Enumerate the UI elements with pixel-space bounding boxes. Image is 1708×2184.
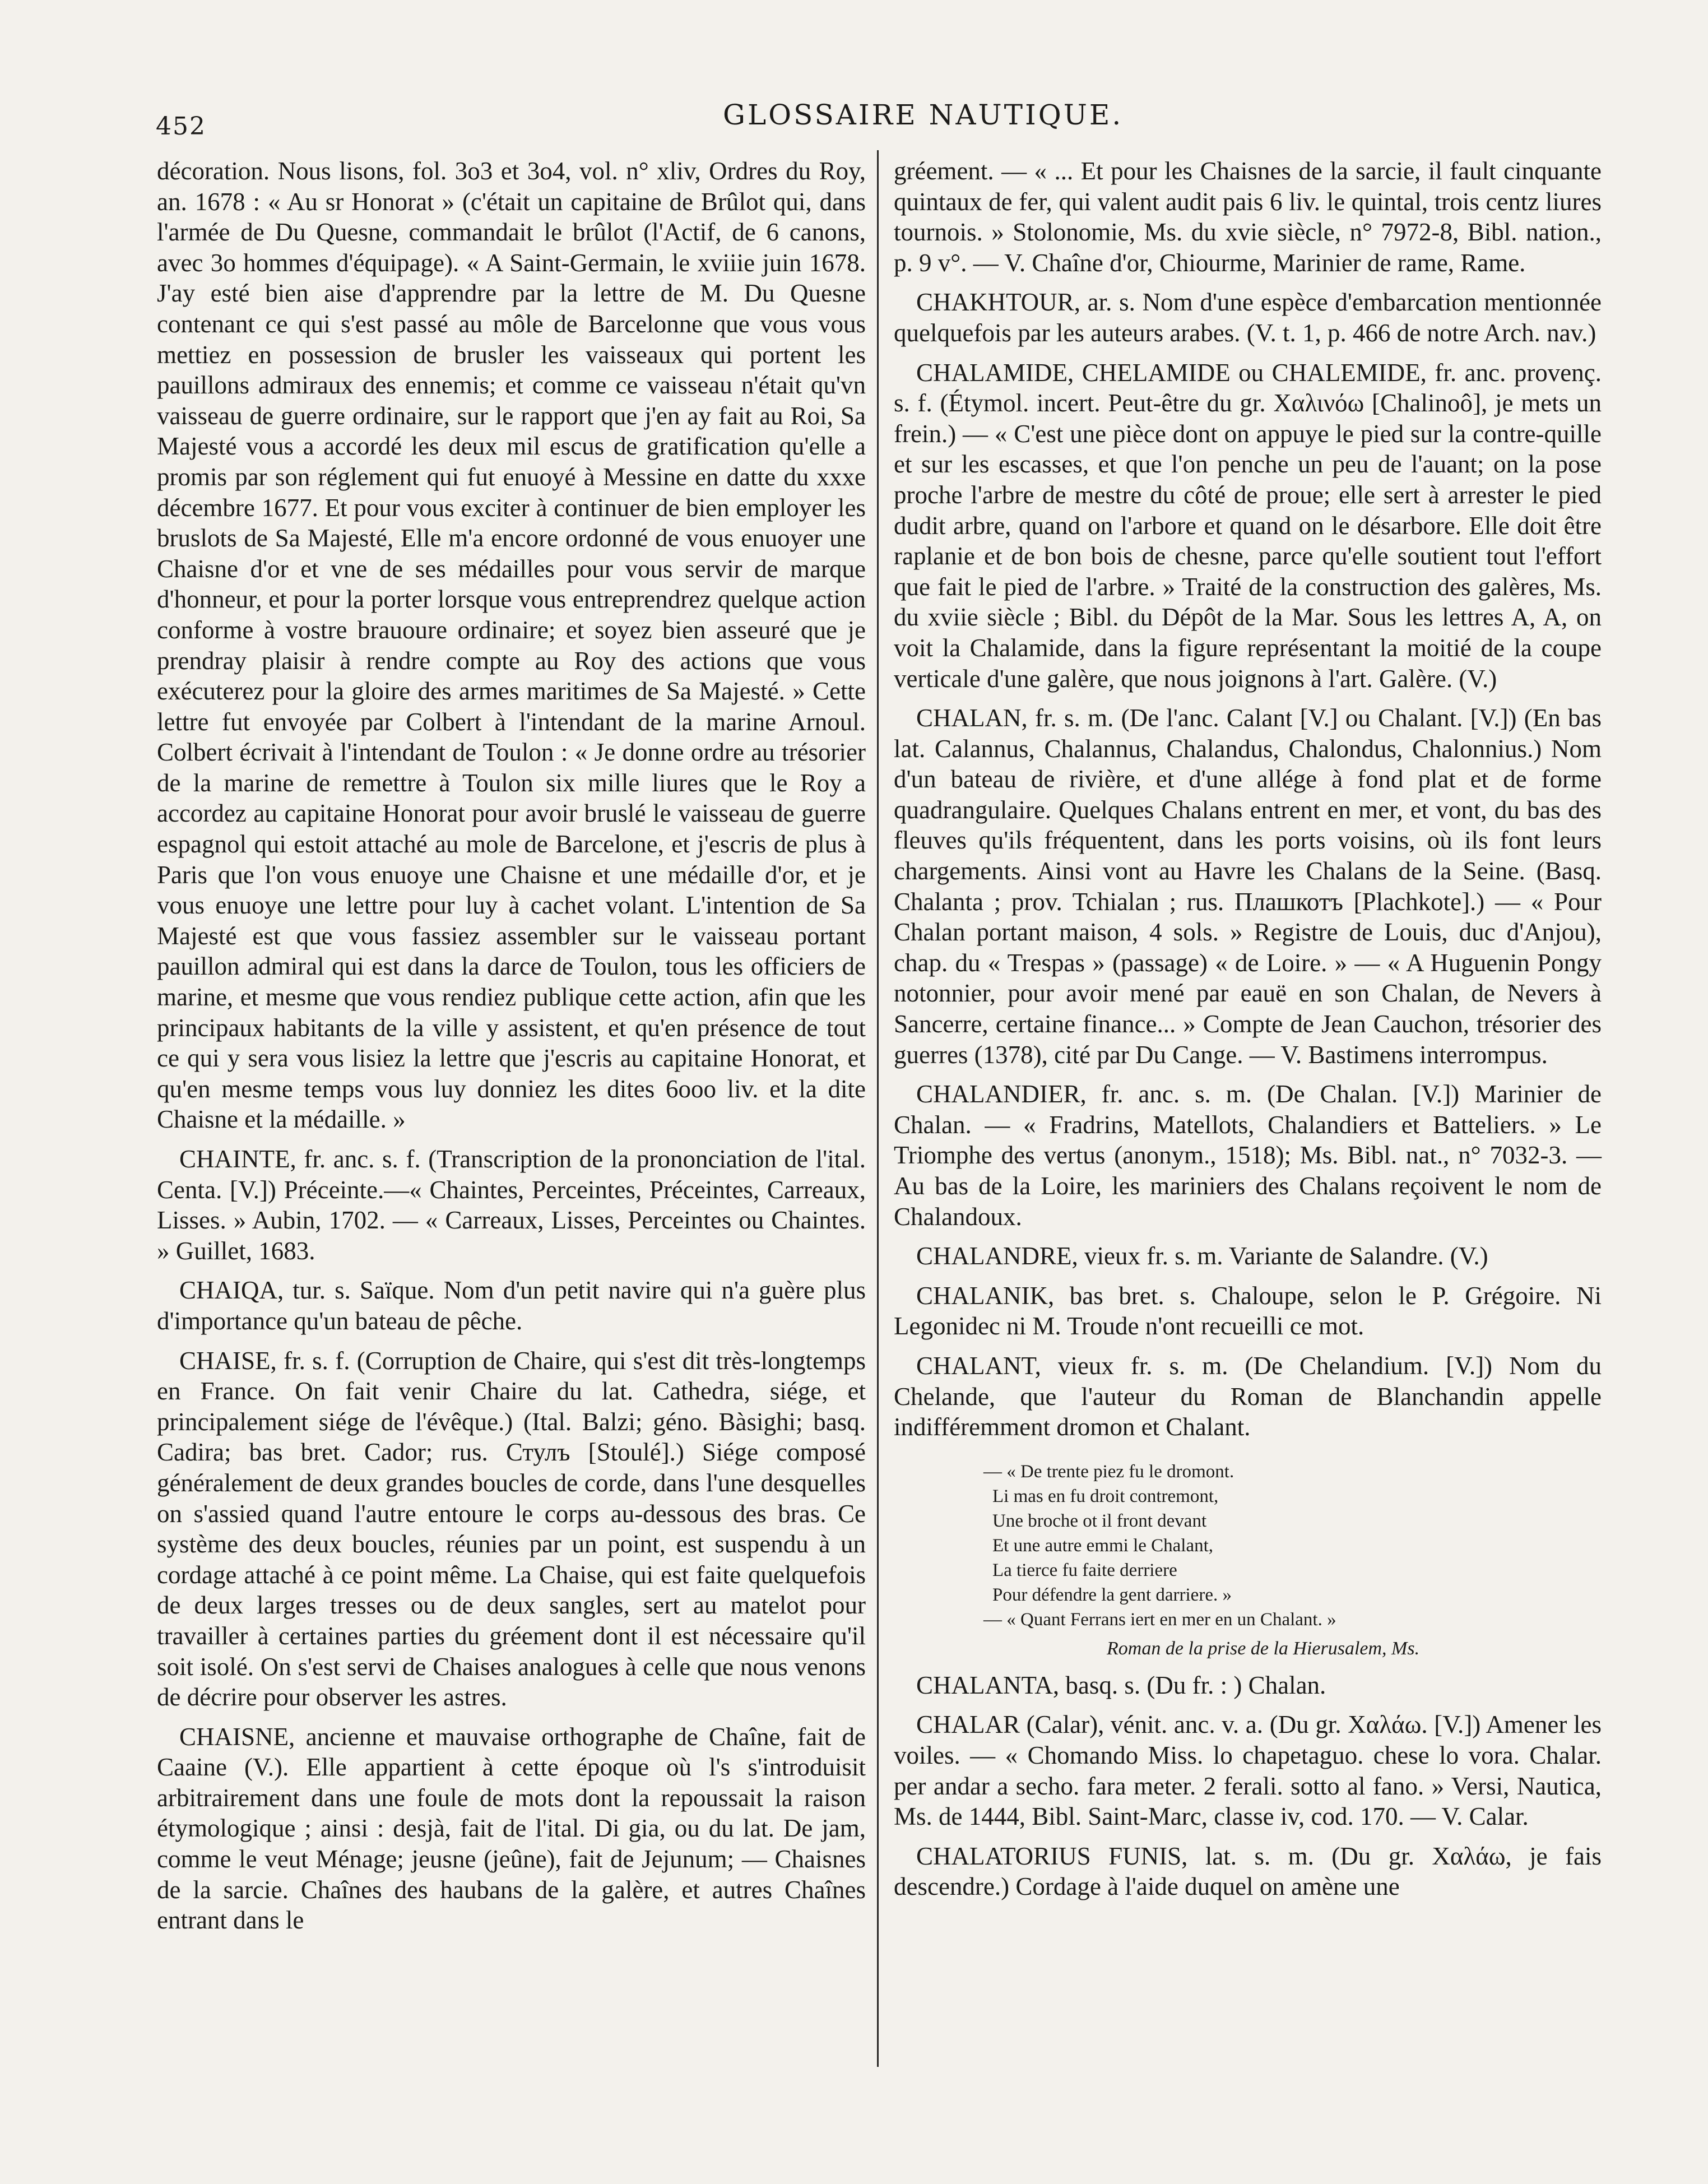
entry-chalant: CHALANT, vieux fr. s. m. (De Chelandium. [V.]) Nom du Chelande, que l'auteur du Roman de Blanchandin appelle indifféremment dromon et Chalant. bbox=[894, 1351, 1602, 1441]
running-head-title: GLOSSAIRE NAUTIQUE. bbox=[723, 99, 1124, 131]
continued-paragraph-right: gréement. — « ... Et pour les Chaisnes de la sarcie, il fault cinquante quintaux de fer, qui valent audit pais 6 liv. le quintal, trois centz liures tournois. » Stolonomie, Ms. du xvie siècle, n° 7972-8, Bibl. nation., p. 9 v°. — V. Chaîne d'or, Chiourme, Marinier de rame, Rame. bbox=[894, 157, 1602, 277]
left-column bbox=[157, 156, 866, 1936]
verse-line: — « De trente piez fu le dromont. bbox=[983, 1461, 1234, 1482]
entry-chalatorius: CHALATORIUS FUNIS, lat. s. m. (Du gr. Χαλάω, je fais descendre.) Cordage à l'aide duquel on amène une bbox=[894, 1842, 1602, 1901]
entry-chalar: CHALAR (Calar), vénit. anc. v. a. (Du gr. Χαλάω. [V.]) Amener les voiles. — « Chomando Miss. lo chapetaguo. chese lo vora. Chalar. per andar a secho. fara meter. 2 ferali. sotto al fano. » Versi, Nautica, Ms. de 1444, Bibl. Saint-Marc, classe iv, cod. 170. — V. Calar. bbox=[894, 1710, 1602, 1831]
entry-chalanik: CHALANIK, bas bret. s. Chaloupe, selon le P. Grégoire. Ni Legonidec ni M. Troude n'ont recueilli ce mot. bbox=[894, 1281, 1602, 1341]
verse-line: Pour défendre la gent darriere. » bbox=[992, 1584, 1232, 1605]
entry-chalan: CHALAN, fr. s. m. (De l'anc. Calant [V.] ou Chalant. [V.]) (En bas lat. Calannus, Chalannus, Chalandus, Chalondus, Chalonnius.) Nom d'un bateau de rivière, et d'une allége à fond plat et de forme quadrangulaire. Quelques Chalans entrent en mer, et vont, du bas des fleuves qu'ils fréquentent, dans les ports voisins, où ils font leurs chargements. Ainsi vont au Havre les Chalans de la Seine. (Basq. Chalanta ; prov. Tchialan ; rus. Плашкотъ [Plachkote].) — « Pour Chalan portant maison, 4 sols. » Registre de Louis, duc d'Anjou), chap. du « Trespas » (passage) « de Loire. » — « A Huguenin Pongy notonnier, pour avoir mené par eauë en son Chalan, de Nevers à Sancerre, certaine finance... » Compte de Jean Cauchon, trésorier des guerres (1378), cité par Du Cange. — V. Bastimens interrompus. bbox=[894, 704, 1602, 1069]
entry-chaiqa: CHAIQA, tur. s. Saïque. Nom d'un petit navire qui n'a guère plus d'importance qu'un bateau de pêche. bbox=[157, 1276, 866, 1335]
page-number: 452 bbox=[156, 112, 206, 141]
entry-chalandier: CHALANDIER, fr. anc. s. m. (De Chalan. [V.]) Marinier de Chalan. — « Fradrins, Matellots, Chalandiers et Batteliers. » Le Triomphe des vertus (anonym., 1518); Ms. Bibl. nat., n° 7032-3. — Au bas de la Loire, les mariniers des Chalans reçoivent le nom de Chalandoux. bbox=[894, 1080, 1602, 1231]
verse-line: La tierce fu faite derriere bbox=[992, 1560, 1177, 1580]
entry-chakhtour: CHAKHTOUR, ar. s. Nom d'une espèce d'embarcation mentionnée quelquefois par les auteurs arabes. (V. t. 1, p. 466 de notre Arch. nav.) bbox=[894, 288, 1602, 347]
verse-quotation bbox=[983, 1459, 1602, 1661]
right-column bbox=[894, 156, 1602, 1902]
entry-chalandre: CHALANDRE, vieux fr. s. m. Variante de Salandre. (V.) bbox=[916, 1242, 1488, 1270]
verse-line: Et une autre emmi le Chalant, bbox=[992, 1535, 1214, 1556]
entry-chaise: CHAISE, fr. s. f. (Corruption de Chaire, qui s'est dit très-longtemps en France. On fait venir Chaire du lat. Cathedra, siége, et principalement siége de l'évêque.) (Ital. Balzi; génо. Bàsighi; basq. Cadira; bas bret. Cador; rus. Стулъ [Stoulé].) Siége composé généralement de deux grandes boucles de corde, dans l'une desquelles on s'assied quand l'autre entoure le corps au-dessous des bras. Ce système des deux boucles, réunies par un point, est suspendu à un cordage attaché à ce point même. La Chaise, qui est faite quelquefois de deux larges tresses ou de deux sangles, sert au matelot pour travailler à certaines parties du gréement dont il est nécessaire qu'il soit isolé. On s'est servi de Chaises analogues à celle que nous venons de décrire pour observer les astres. bbox=[157, 1346, 866, 1712]
entry-chalanta: CHALANTA, basq. s. (Du fr. : ) Chalan. bbox=[916, 1671, 1326, 1699]
entry-chaisne: CHAISNE, ancienne et mauvaise orthographe de Chaîne, fait de Caaine (V.). Elle appartient à cette époque où l's s'introduisit arbitrairement dans une foule de mots dont la repoussait la raison étymologique ; ainsi : desjà, fait de l'ital. Di gia, ou du lat. De jam, comme le veut Ménage; jeusne (jeûne), fait de Jejunum; — Chaisnes de la sarcie. Chaînes des haubans de la galère, et autres Chaînes entrant dans le bbox=[157, 1722, 866, 1935]
verse-attribution: Roman de la prise de la Hierusalem, Ms. bbox=[1107, 1638, 1420, 1659]
column-divider bbox=[877, 150, 879, 2067]
verse-line: Une broche ot il front devant bbox=[992, 1510, 1207, 1531]
entry-chainte: CHAINTE, fr. anc. s. f. (Transcription de la prononciation de l'ital. Centa. [V.]) Préceinte.—« Chaintes, Perceintes, Préceintes, Carreaux, Lisses. » Aubin, 1702. — « Carreaux, Lisses, Perceintes ou Chaintes. » Guillet, 1683. bbox=[157, 1145, 866, 1265]
verse-line: — « Quant Ferrans iert en mer en un Chalant. » bbox=[983, 1609, 1336, 1630]
verse-line: Li mas en fu droit contremont, bbox=[992, 1486, 1219, 1506]
entry-chalamide: CHALAMIDE, CHELAMIDE ou CHALEMIDE, fr. anc. provenç. s. f. (Étymol. incert. Peut-être du gr. Χαλινόω [Chalinoô], je mets un frein.) — « C'est une pièce dont on appuye le pied sur la contre-quille et sur les escasses, et que l'on penche un peu de l'auant; on la pose proche l'arbre de mestre du côté de proue; elle sert à arrester le pied dudit arbre, quand on l'arbore et quand on le désarbore. Elle doit être raplanie et de bon bois de chesne, parce qu'elle soutient tout l'effort que fait le pied de l'arbre. » Traité de la construction des galères, Ms. du xviie siècle ; Bibl. du Dépôt de la Mar. Sous les lettres A, A, on voit la Chalamide, dans la figure représentant la moitié de la coupe verticale d'une galère, que nous joignons à l'art. Galère. (V.) bbox=[894, 358, 1602, 693]
continued-paragraph: décoration. Nous lisons, fol. 3o3 et 3o4, vol. n° xliv, Ordres du Roy, an. 1678 : « Au sr Honorat » (c'était un capitaine de Brûlot qui, dans l'armée de Du Quesne, commandait le brûlot (l'Actif, de 6 canons, avec 3o hommes d'équipage). « A Saint-Germain, le xviiie juin 1678. J'ay esté bien aise d'apprendre par la lettre de M. Du Quesne contenant ce qui s'est passé au môle de Barcelonne que vous vous mettiez en possession de brusler les vaisseaux qui portent les pauillons admiraux des ennemis; et comme ce vaisseau n'était qu'vn vaisseau de guerre ordinaire, sur le rapport que j'en ay fait au Roi, Sa Majesté vous a accordé les deux mil escus de gratification qu'elle a promis par son réglement qui fut enuoyé à Messine en datte du xxxe décembre 1677. Et pour vous exciter à continuer de bien employer les bruslots de Sa Majesté, Elle m'a encore ordonné de vous enuoyer une Chaisne d'or et vne de ses médailles pour vous servir de marque d'honneur, et pour la porter lorsque vous entreprendrez quelque action conforme à vostre brauoure ordinaire; et soyez bien asseuré que je prendray plaisir à rendre compte au Roy des actions que vous exécuterez pour la gloire des armes maritimes de Sa Majesté. » Cette lettre fut envoyée par Colbert à l'intendant de la marine Arnoul. Colbert écrivait à l'intendant de Toulon : « Je donne ordre au trésorier de la marine de remettre à Toulon six mille liures que le Roy a accordez au capitaine Honorat pour avoir bruslé le vaisseau de guerre espagnol qui estoit attaché au mole de Barcelone, et j'escris de plus à Paris que l'on vous enuoye une Chaisne et une médaille d'or, et je vous enuoye une lettre pour luy à cachet volant. L'intention de Sa Majesté est que vous fassiez assembler sur le vaisseau portant pauillon admiral qui est dans la darce de Toulon, tous les officiers de marine, et mesme que vous rendiez publique cette action, afin que les principaux habitants de la ville y assistent, et qu'en présence de tout ce qui y sera vous lisiez la lettre que j'escris au capitaine Honorat, et qu'en mesme temps vous luy donniez les dites 6ooo liv. et la dite Chaisne et la médaille. » bbox=[157, 157, 866, 1134]
